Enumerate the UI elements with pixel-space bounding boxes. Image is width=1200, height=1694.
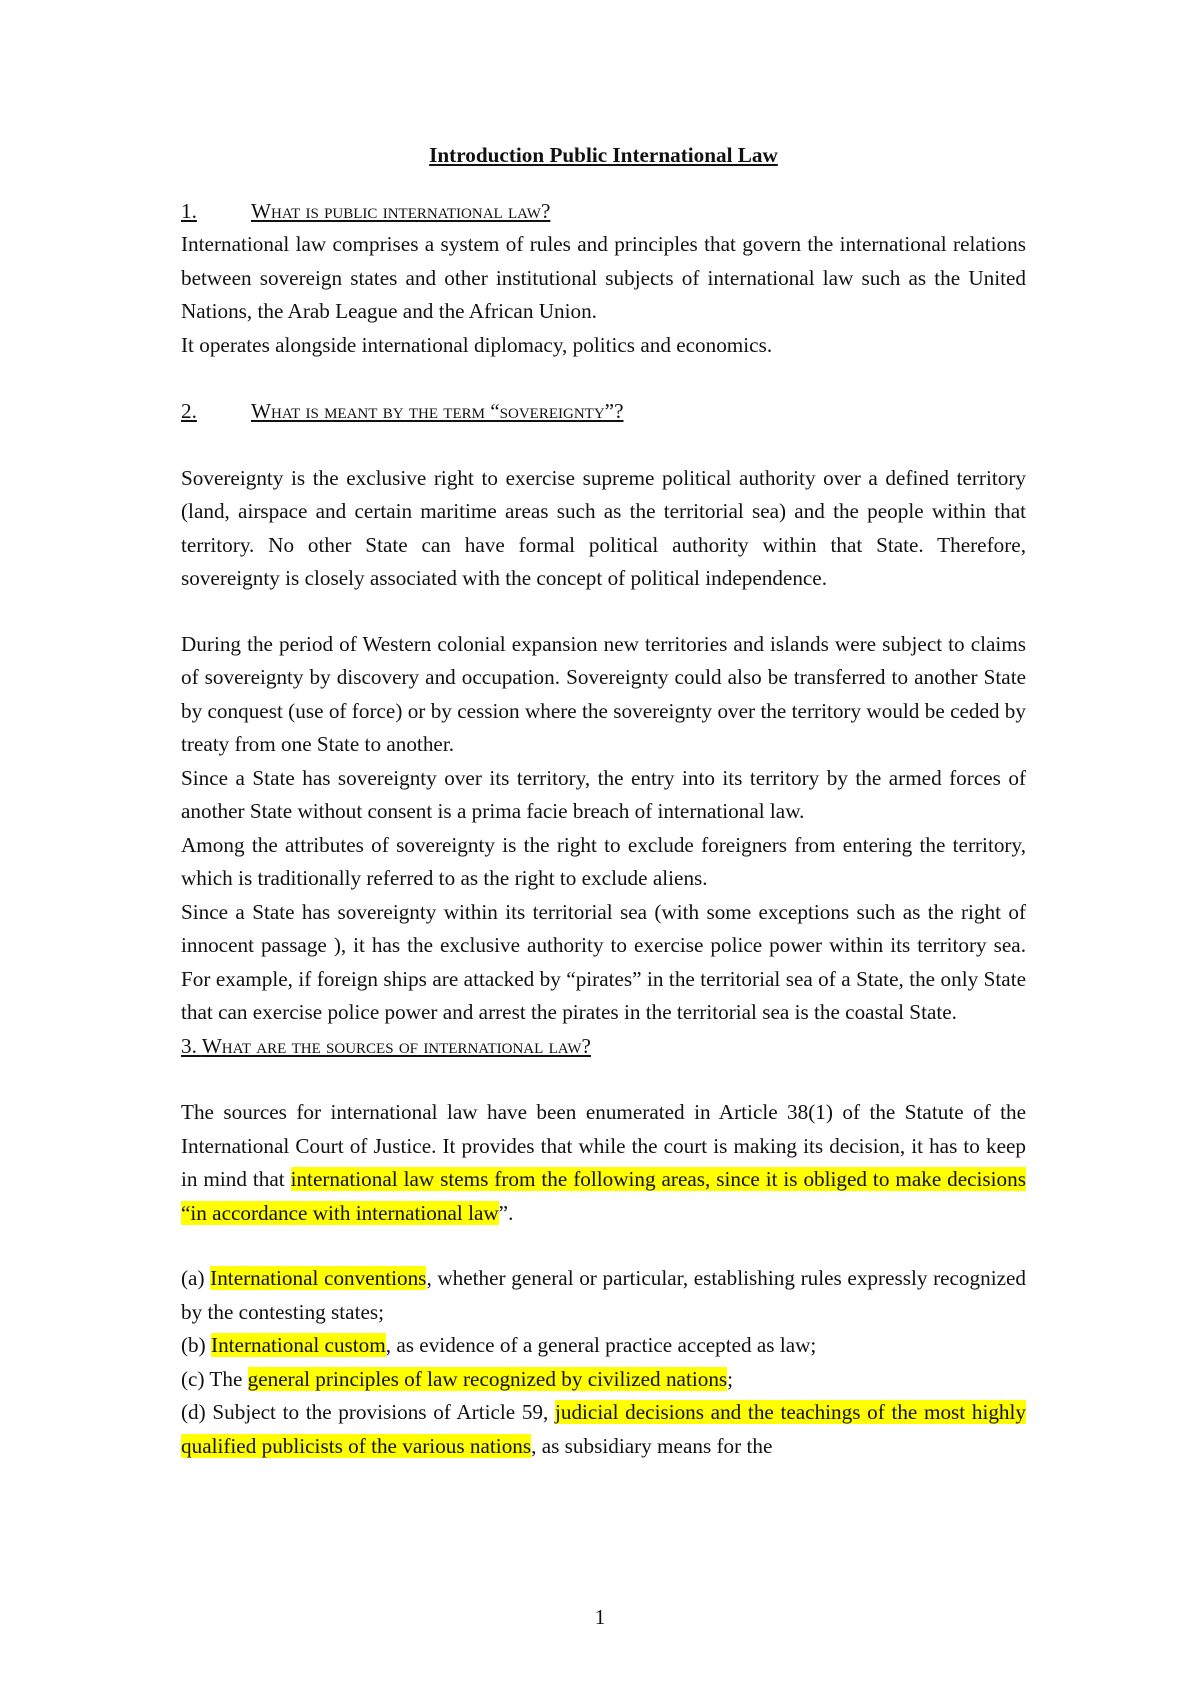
section-heading-label: What are the sources of international law? — [201, 1033, 591, 1058]
text-run: ”. — [498, 1200, 514, 1225]
document-body — [181, 139, 1026, 1463]
paragraph: During the period of Western colonial expansion new territories and islands were subject to claims of sovereignty by discovery and occupation. Sovereignty could also be transferred to another State by conquest (use of force) or by cession where the sovereignty over the territory would be ceded by treaty from one State to another. — [181, 631, 1026, 756]
text-run: (c) The — [181, 1366, 248, 1391]
text-run: , as subsidiary means for the — [531, 1433, 773, 1458]
section-heading-text: What is meant by the term “sovereignty”? — [251, 399, 624, 423]
section-heading — [181, 395, 1026, 429]
paragraph: Since a State has sovereignty over its territory, the entry into its territory by the armed forces of another State without consent is a prima facie breach of international law. — [181, 765, 1026, 823]
list-item — [181, 1396, 1026, 1463]
highlighted-text: international law stems from the following areas, since it is obliged to make decisions “in accordance with international law — [181, 1167, 1026, 1225]
highlighted-text: judicial decisions and the teachings of the most highly qualified publicists of the various nations — [181, 1400, 1026, 1458]
section-number: 3. — [181, 1033, 197, 1058]
highlighted-text: general principles of law recognized by civilized nations — [247, 1366, 728, 1391]
section-number: 1. — [181, 198, 197, 223]
paragraph: International law comprises a system of rules and principles that govern the international relations between sovereign states and other institutional subjects of international law such as the United Nations, the Arab League and the African Union. — [181, 232, 1026, 323]
paragraph: It operates alongside international diplomacy, politics and economics. — [181, 332, 773, 357]
text-run: , as evidence of a general practice accepted as law; — [385, 1333, 817, 1357]
text-run: (b) — [181, 1333, 212, 1357]
list-item — [181, 1363, 1026, 1397]
section-heading — [181, 195, 1026, 229]
paragraph: Sovereignty is the exclusive right to exercise supreme political authority over a defined territory (land, airspace and certain maritime areas such as the territorial sea) and the people within that territory. No other State can have formal political authority within that State. Therefore, sovereignty is closely associated with the concept of political independence. — [181, 465, 1026, 590]
text-run: The sources for international law have been enumerated in Article 38(1) of the Statute of the International Court of Justice. It provides that while the court is making its decision, it has to keep in mind that — [181, 1100, 1026, 1191]
highlighted-text: International conventions — [210, 1266, 427, 1290]
text-run: (d) Subject to the provisions of Article 59, — [181, 1400, 555, 1424]
section-heading — [181, 1030, 1026, 1064]
list-item — [181, 1262, 1026, 1329]
paragraph: Among the attributes of sovereignty is the right to exclude foreigners from entering the territory, which is traditionally referred to as the right to exclude aliens. — [181, 832, 1026, 890]
section-number: 2. — [181, 399, 197, 423]
paragraph — [181, 1096, 1026, 1230]
section-heading-text: What is public international law? — [251, 198, 551, 223]
list-item — [181, 1329, 1026, 1363]
text-run: ; — [727, 1366, 734, 1391]
text-run: , whether general or particular, establishing rules expressly recognized by the contesting states; — [181, 1266, 1027, 1324]
document-title: Introduction Public International Law — [429, 143, 778, 167]
highlighted-text: International custom — [211, 1333, 386, 1357]
paragraph: Since a State has sovereignty within its territorial sea (with some exceptions such as the right of innocent passage ), it has the exclusive authority to exercise police power within its territory sea. For example, if foreign ships are attacked by “pirates” in the territorial sea of a State, the only State that can exercise police power and arrest the pirates in the territorial sea is the coastal State. — [181, 899, 1026, 1024]
text-run: (a) — [181, 1266, 211, 1290]
page-number: 1 — [594, 1605, 606, 1629]
section-heading-text — [197, 1034, 591, 1058]
